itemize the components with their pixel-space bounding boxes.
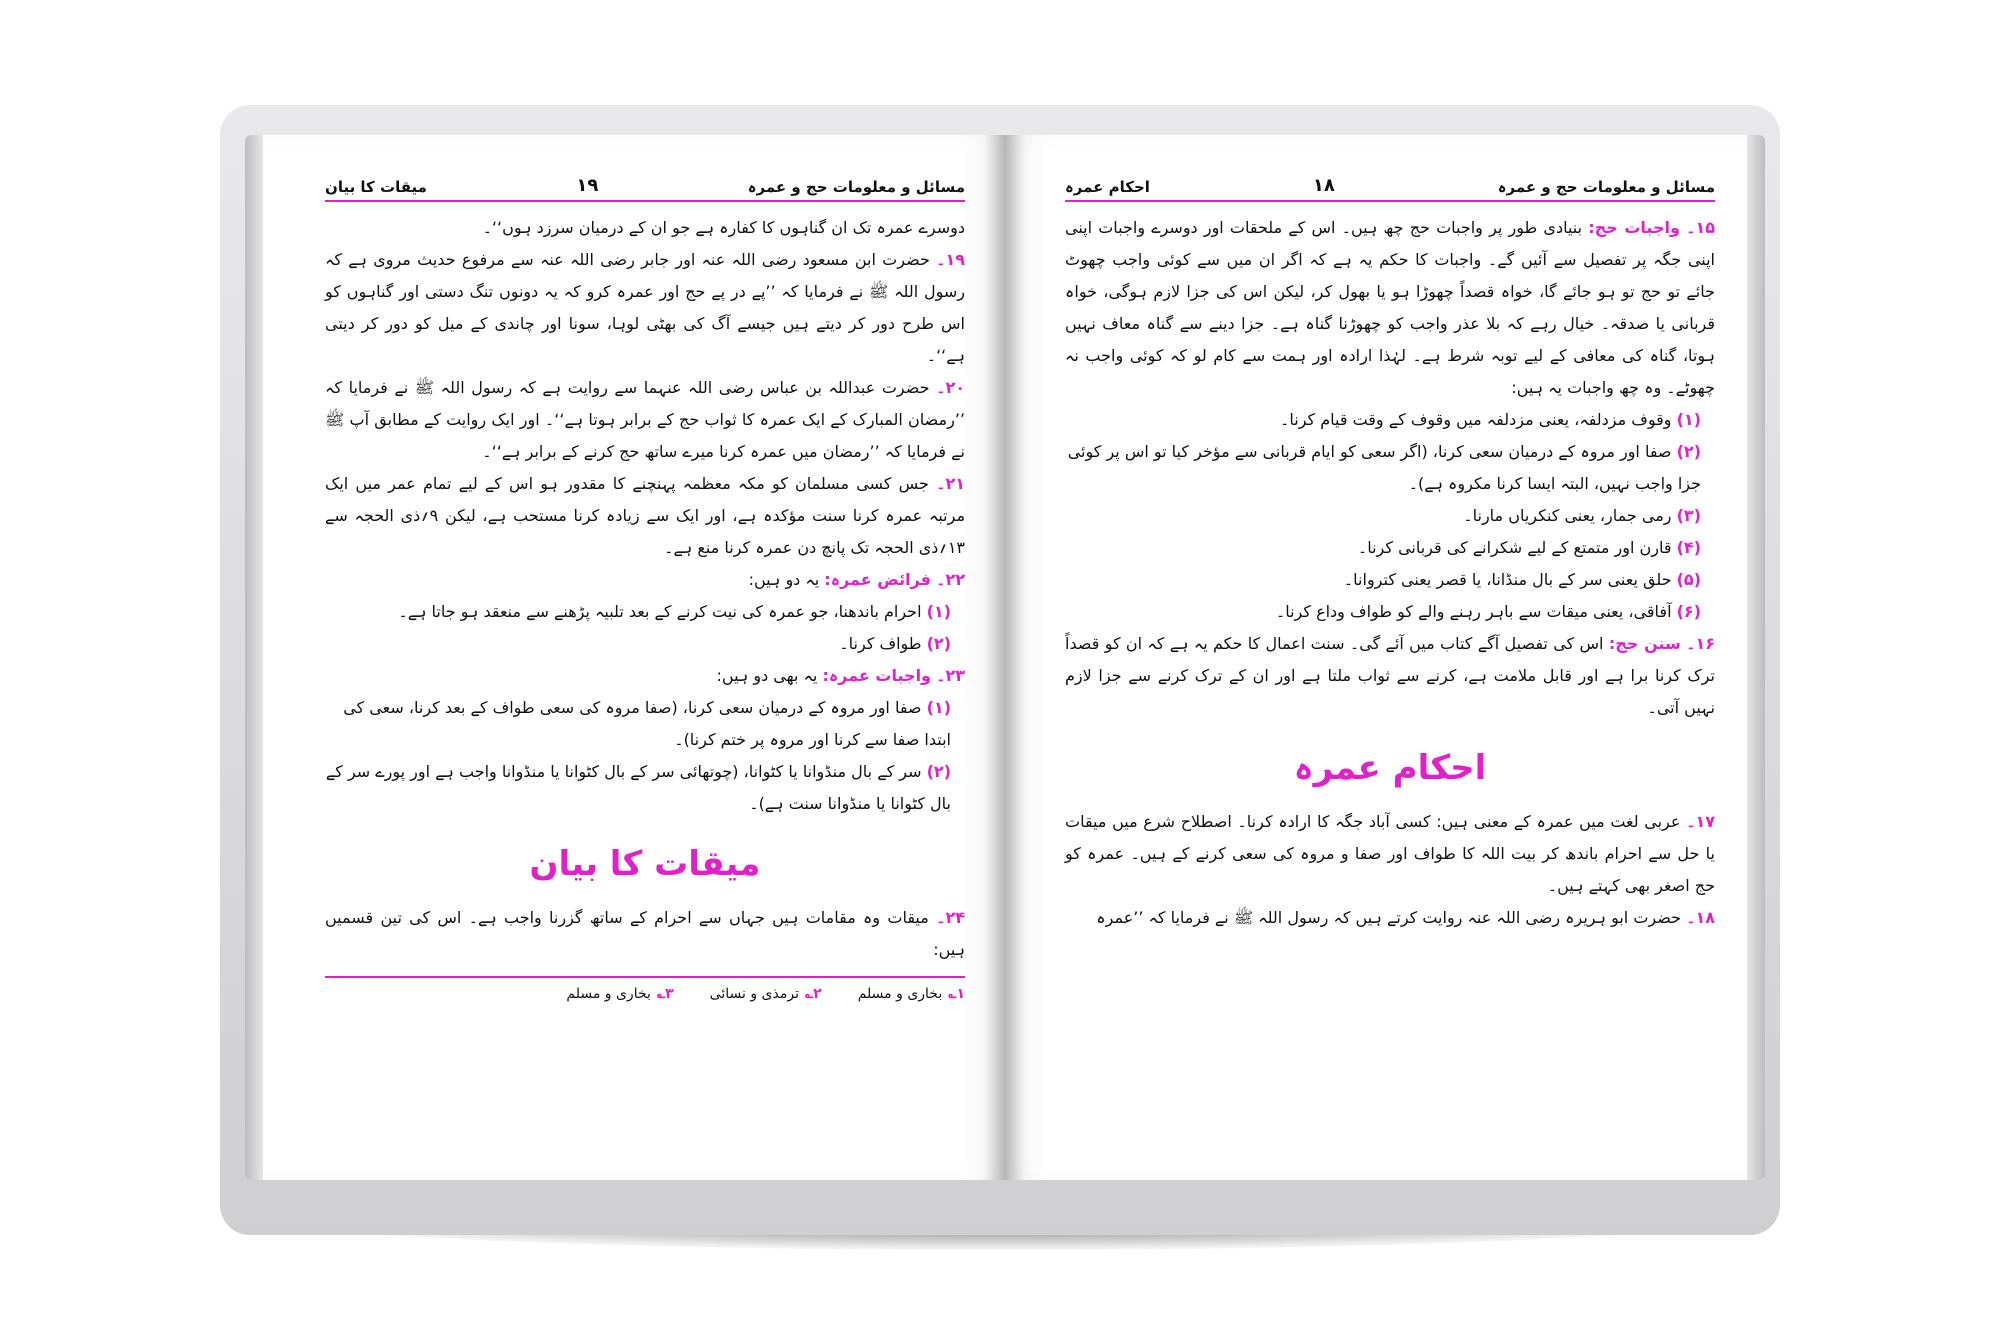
list-item (325, 756, 965, 820)
paragraph-number: ۱۸۔ (1686, 908, 1715, 927)
paragraph (325, 212, 965, 244)
paragraph-number: ۱۹۔ (936, 250, 965, 269)
paragraph (325, 660, 965, 692)
paragraph (325, 564, 965, 596)
footnote-mark: ۲؎ (804, 986, 822, 1002)
left-page (245, 135, 1005, 1180)
paragraph (325, 468, 965, 564)
list-item (1065, 500, 1715, 532)
paragraph-number: (۴) (1676, 538, 1701, 557)
right-body (1065, 212, 1715, 724)
paragraph-number: ۲۱۔ (936, 474, 965, 493)
paragraph-heading: واجبات عمرہ: (822, 666, 931, 685)
paragraph-text: قارن اور متمتع کے لیے شکرانے کی قربانی کرنا۔ (1357, 538, 1672, 557)
page-number: ۱۹ (576, 175, 599, 196)
paragraph-text: دوسرے عمرہ تک ان گناہوں کا کفارہ ہے جو ان کے درمیان سرزد ہوں‘‘۔ (482, 218, 965, 237)
footnotes (325, 986, 965, 1002)
paragraph-number: ۲۲۔ (936, 570, 965, 589)
paragraph-text: عربی لغت میں عمرہ کے معنی ہیں: کسی آباد جگہ کا ارادہ کرنا۔ اصطلاح شرع میں میقات یا حل سے احرام باندھ کر بیت اللہ کا طواف اور صفا و مروہ کی سعی کرنے کے ہیں۔ عمرہ کو حج اصغر بھی کہتے ہیں۔ (1065, 812, 1715, 895)
list-item (1065, 436, 1715, 500)
footnote (858, 986, 965, 1002)
paragraph-number: ۲۳۔ (936, 666, 965, 685)
paragraph (325, 372, 965, 468)
paragraph-text: صفا اور مروہ کے درمیان سعی کرنا، (صفا مروہ کی سعی طواف کے بعد کرنا، سعی کی ابتدا صفا سے کرنا اور مروہ پر ختم کرنا)۔ (343, 698, 951, 749)
running-head-section: میقات کا بیان (325, 178, 427, 196)
paragraph-number: (۲) (926, 762, 951, 781)
right-page (1005, 135, 1765, 1180)
paragraph-text: رمی جمار، یعنی کنکریاں مارنا۔ (1463, 506, 1672, 525)
paragraph-heading: واجبات حج: (1588, 218, 1680, 237)
paragraph-text: یہ دو ہیں: (748, 570, 820, 589)
footnote (566, 986, 673, 1002)
section-title: میقات کا بیان (529, 844, 761, 884)
list-item (325, 596, 965, 628)
right-body-2 (1065, 806, 1715, 934)
paragraph-text: اس کی تفصیل آگے کتاب میں آئے گی۔ سنت اعمال کا حکم یہ ہے کہ ان کو قصداً ترک کرنا برا ہے اور قابل ملامت ہے، کرنے سے ثواب ملتا ہے اور ان کے ترک کرنے سے جزا لازم نہیں آتی۔ (1065, 634, 1715, 717)
paragraph (1065, 806, 1715, 902)
running-head-book: مسائل و معلومات حج و عمرہ (747, 178, 965, 196)
paragraph-text: بنیادی طور پر واجبات حج چھ ہیں۔ اس کے ملحقات اور دوسرے واجبات اپنی اپنی جگہ پر تفصیل سے آئیں گے۔ واجبات کا حکم یہ ہے کہ اگر ان میں سے کوئی واجب چھوٹ جائے تو حج تو ہو جائے گا، خواہ قصداً چھوڑا ہو یا بھول کر، لیکن اس کی جزا لازم ہوگی، خواہ قربانی یا صدقہ۔ خیال رہے کہ بلا عذر واجب کو چھوڑنا گناہ ہے۔ جزا دینے سے گناہ معاف نہیں ہوتا، گناہ کی معافی کے لیے توبہ شرط ہے۔ لہٰذا ارادہ اور ہمت سے کام لو کہ کوئی واجب نہ چھوٹے۔ وہ چھ واجبات یہ ہیں: (1065, 218, 1715, 397)
paragraph-number: ۲۰۔ (936, 378, 965, 397)
left-page-content (325, 175, 965, 1155)
paragraph-number: ۱۷۔ (1686, 812, 1715, 831)
paragraph-text: آفاقی، یعنی میقات سے باہر رہنے والے کو طواف وداع کرنا۔ (1275, 602, 1672, 621)
paragraph-number: (۱) (926, 602, 951, 621)
paragraph-text: صفا اور مروہ کے درمیان سعی کرنا، (اگر سعی کو ایام قربانی سے مؤخر کیا تو اس پر کوئی جزا واجب نہیں، البتہ ایسا کرنا مکروہ ہے)۔ (1067, 442, 1701, 493)
paragraph-number: ۱۵۔ (1686, 218, 1716, 237)
paragraph-number: (۳) (1676, 506, 1701, 525)
paragraph-number: (۲) (926, 634, 951, 653)
paragraph (325, 244, 965, 372)
list-item (1065, 532, 1715, 564)
list-item (1065, 596, 1715, 628)
book-spine (985, 135, 1025, 1180)
paragraph-number: (۱) (1676, 410, 1701, 429)
right-page-content (1065, 175, 1715, 1155)
paragraph-text: حضرت ابو ہریرہ رضی اللہ عنہ روایت کرتے ہیں کہ رسول اللہ ﷺ نے فرمایا کہ ’’عمرہ (1096, 908, 1681, 927)
paragraph (1065, 902, 1715, 934)
header-rule (325, 200, 965, 202)
running-head-book: مسائل و معلومات حج و عمرہ (1497, 178, 1715, 196)
footnote-text: بخاری و مسلم (566, 986, 651, 1002)
paragraph-number: ۲۴۔ (936, 908, 965, 927)
paragraph-text: حضرت ابن مسعود رضی اللہ عنہ اور جابر رضی اللہ عنہ سے مرفوع حدیث مروی ہے کہ رسول اللہ ﷺ نے فرمایا کہ ’’پے در پے حج اور عمرہ کرو کہ یہ دونوں تنگ دستی اور گناہوں کو اس طرح دور کر دیتے ہیں جیسے آگ کی بھٹی لوہا، سونا اور چاندی کے میل کو دور کر دیتی ہے‘‘۔ (325, 250, 965, 365)
paragraph-text: میقات وہ مقامات ہیں جہاں سے احرام کے ساتھ گزرنا واجب ہے۔ اس کی تین قسمیں ہیں: (325, 908, 965, 959)
paragraph-number: (۶) (1676, 602, 1701, 621)
paragraph-text: وقوف مزدلفہ، یعنی مزدلفہ میں وقوف کے وقت قیام کرنا۔ (1279, 410, 1672, 429)
paragraph-text: احرام باندھنا، جو عمرہ کی نیت کرنے کے بعد تلبیہ پڑھنے سے منعقد ہو جاتا ہے۔ (398, 602, 922, 621)
paragraph-text: حلق یعنی سر کے بال منڈانا، یا قصر یعنی کتروانا۔ (1343, 570, 1672, 589)
list-item (1065, 404, 1715, 436)
paragraph (1065, 628, 1715, 724)
paragraph-text: سر کے بال منڈوانا یا کٹوانا، (چوتھائی سر کے بال کٹوانا یا منڈوانا واجب ہے اور پورے سر کے بال کٹوانا یا منڈوانا سنت ہے)۔ (325, 762, 951, 813)
footnote-text: بخاری و مسلم (857, 986, 943, 1002)
running-head-section: احکام عمرہ (1065, 178, 1150, 196)
paragraph-number: (۵) (1676, 570, 1701, 589)
footnote-mark: ۳؎ (656, 986, 674, 1002)
page-number: ۱۸ (1312, 175, 1335, 196)
right-page-header (1065, 175, 1715, 200)
section-title: احکام عمرہ (1293, 748, 1487, 788)
left-page-header (325, 175, 965, 200)
header-rule (1065, 200, 1715, 202)
paragraph-number: (۱) (926, 698, 951, 717)
footnote-text: ترمذی و نسائی (709, 986, 799, 1002)
left-body-2 (325, 902, 965, 966)
paragraph-text: حضرت عبداللہ بن عباس رضی اللہ عنہما سے روایت ہے کہ رسول اللہ ﷺ نے فرمایا کہ ’’رمضان المبارک کے ایک عمرہ کا ثواب حج کے برابر ہوتا ہے‘‘۔ اور ایک روایت کے مطابق آپ ﷺ نے فرمایا کہ ’’رمضان میں عمرہ کرنا میرے ساتھ حج کرنے کے برابر ہے‘‘۔ (325, 378, 965, 461)
paragraph-heading: سنن حج: (1608, 634, 1681, 653)
footnote-mark: ۱؎ (948, 986, 965, 1002)
paragraph-text: جس کسی مسلمان کو مکہ معظمہ پہنچنے کا مقدور ہو اس کے لیے تمام عمر میں ایک مرتبہ عمرہ کرنا سنت مؤکدہ ہے، اور ایک سے زیادہ کرنا مستحب ہے، لیکن ۹؍ذی الحجہ سے ۱۳؍ذی الحجہ تک پانچ دن عمرہ کرنا منع ہے۔ (325, 474, 966, 557)
left-body (325, 212, 965, 820)
footnote (710, 986, 822, 1002)
list-item (325, 628, 965, 660)
list-item (1065, 564, 1715, 596)
paragraph (325, 902, 965, 966)
list-item (325, 692, 965, 756)
paragraph-text: طواف کرنا۔ (839, 634, 922, 653)
paragraph-heading: فرائض عمرہ: (824, 570, 931, 589)
paragraph-number: ۱۶۔ (1686, 634, 1716, 653)
footnote-rule (325, 976, 965, 978)
paragraph-number: (۲) (1676, 442, 1701, 461)
paragraph (1065, 212, 1715, 404)
paragraph-text: یہ بھی دو ہیں: (716, 666, 818, 685)
